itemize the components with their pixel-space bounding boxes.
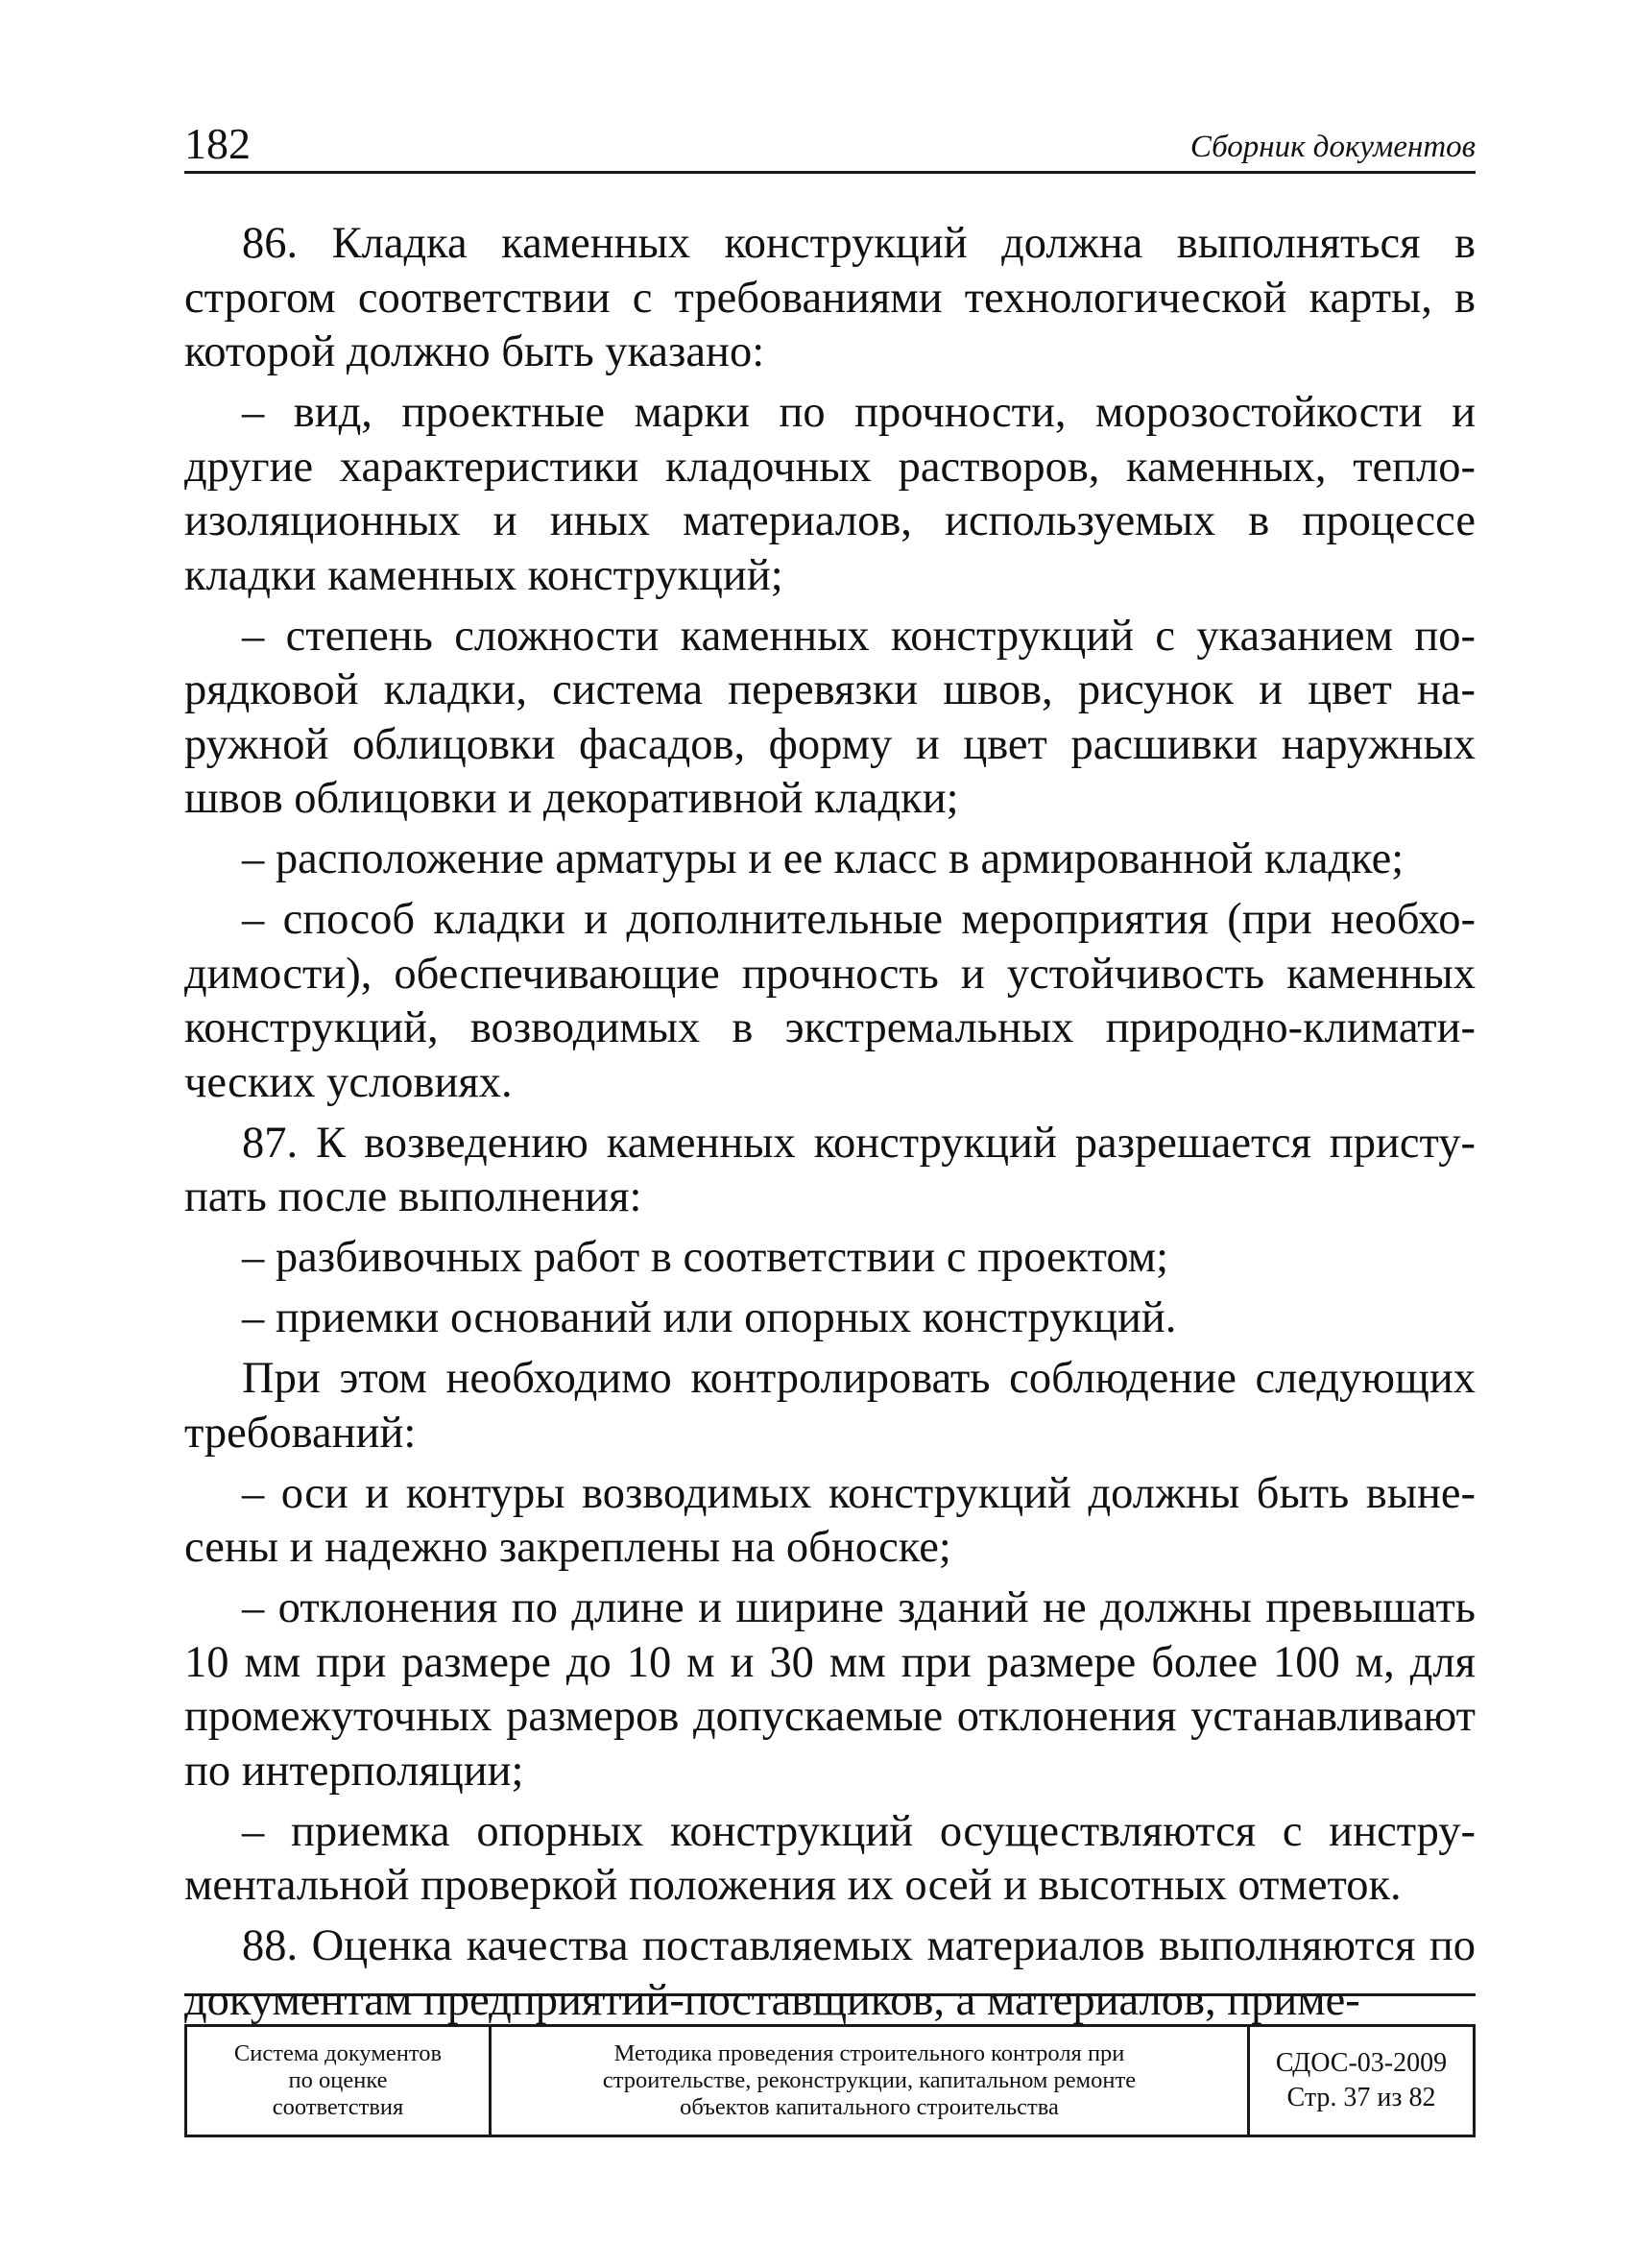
- footer-method-cell: [489, 2027, 1247, 2135]
- paragraph: – приемки оснований или опорных конструкций.: [242, 1293, 1177, 1342]
- paragraph: 88. Оценка качества поставляемых материалов выполняются по документам предприятий-поставщиков, а материалов, приме-: [184, 1921, 1476, 2025]
- collection-title: Сборник документов: [1189, 130, 1476, 164]
- footer-code-cell: [1247, 2027, 1473, 2135]
- paragraph: – оси и контуры возводимых конструкций должны быть вынесены и надежно закреплены на обноске;: [184, 1468, 1476, 1572]
- page-number: 182: [184, 119, 251, 168]
- paragraph: – расположение арматуры и ее класс в армированной кладке;: [242, 834, 1405, 883]
- paragraph: – отклонения по длине и ширине зданий не должны превышать 10 мм при размере до 10 м и 30 мм при размере более 100 м, для промежуточных размеров допускаемые отклонения устанавливают по интерполяции;: [184, 1583, 1476, 1796]
- paragraph: При этом необходимо контролировать соблюдение следующих требований:: [184, 1354, 1476, 1458]
- footer-system-line: соответствия: [272, 2094, 404, 2120]
- page-reference: Стр. 37 из 82: [1286, 2083, 1436, 2112]
- running-header: [184, 117, 1476, 174]
- document-page: [184, 0, 1476, 2268]
- footer-divider: [184, 1993, 1476, 1996]
- body-text: [184, 217, 1476, 2028]
- footer-method-line: объектов капитального строительства: [680, 2094, 1059, 2120]
- paragraph: – разбивочных работ в соответствии с проектом;: [242, 1233, 1169, 1282]
- footer-table: [184, 2024, 1476, 2137]
- paragraph: – приемка опорных конструкций осуществляются с инструментальной проверкой положения их осей и высотных отметок.: [184, 1806, 1476, 1910]
- footer-system-line: Система документов: [233, 2040, 443, 2066]
- footer-system-line: по оценке: [288, 2067, 388, 2093]
- paragraph: – способ кладки и дополнительные мероприятия (при необходимости), обеспечивающие прочность и устойчивость каменных конструкций, возводимых в экстремальных природно-климатических условиях.: [184, 895, 1476, 1107]
- paragraph: – вид, проектные марки по прочности, морозостойкости и другие характеристики кладочных растворов, каменных, теплоизоляционных и иных материалов, используемых в процессе кладки каменных конструкций;: [184, 388, 1476, 600]
- paragraph: 87. К возведению каменных конструкций разрешается приступать после выполнения:: [184, 1118, 1476, 1221]
- footer-method-line: Методика проведения строительного контроля при: [613, 2040, 1125, 2066]
- paragraph: 86. Кладка каменных конструкций должна выполняться в строгом соответствии с требованиями технологической карты, в которой должно быть указано:: [184, 219, 1476, 376]
- footer-system-cell: [187, 2027, 489, 2135]
- paragraph: – степень сложности каменных конструкций с указанием порядковой кладки, система перевязки швов, рисунок и цвет наружной облицовки фасадов, форму и цвет расшивки наружных швов облицовки и декоративной кладки;: [184, 611, 1476, 823]
- footer-method-line: строительстве, реконструкции, капитальном ремонте: [602, 2067, 1137, 2093]
- document-code: СДОС-03-2009: [1275, 2048, 1448, 2078]
